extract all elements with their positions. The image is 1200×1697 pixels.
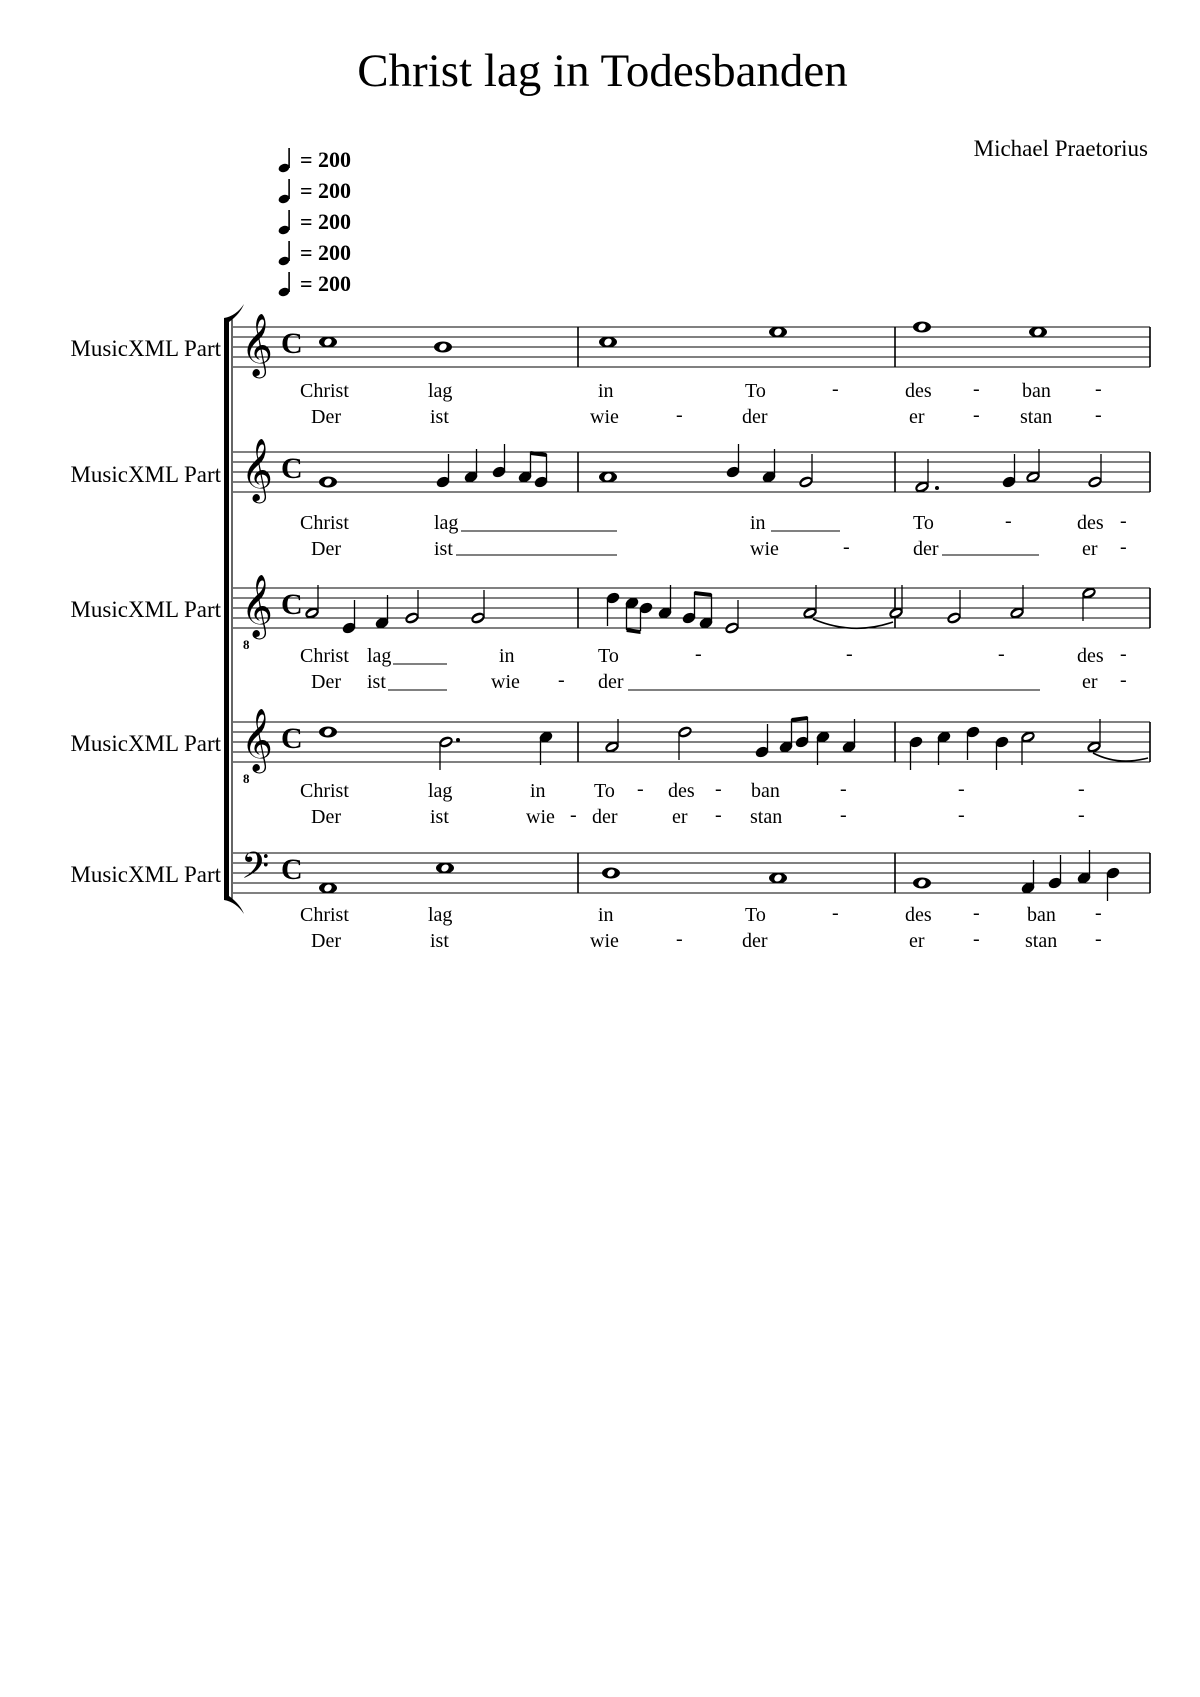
bass-clef-icon: 𝄢 bbox=[241, 845, 270, 896]
lyric-syllable: in bbox=[750, 512, 766, 534]
lyric-syllable: ist bbox=[430, 806, 449, 828]
svg-text:8: 8 bbox=[243, 637, 250, 652]
tempo-mark: = 200 bbox=[278, 208, 351, 236]
lyric-syllable: Der bbox=[311, 930, 341, 952]
lyric-syllable: er bbox=[1082, 671, 1098, 693]
treble-clef-icon: 𝄞 bbox=[241, 313, 273, 376]
lyric-hyphen: - bbox=[1095, 928, 1102, 950]
lyric-hyphen: - bbox=[676, 404, 683, 426]
lyric-hyphen: - bbox=[1120, 510, 1127, 532]
lyric-syllable: lag bbox=[428, 904, 453, 926]
staff-2 bbox=[233, 438, 1150, 504]
svg-text:C: C bbox=[281, 588, 303, 621]
lyric-hyphen: - bbox=[1095, 902, 1102, 924]
lyric-hyphen: - bbox=[998, 643, 1005, 665]
lyric-hyphen: - bbox=[973, 378, 980, 400]
lyric-extenders bbox=[388, 531, 1040, 690]
lyric-syllable: wie bbox=[491, 671, 520, 693]
lyric-syllable: lag bbox=[428, 780, 453, 802]
lyric-syllable: in bbox=[499, 645, 515, 667]
tie bbox=[1093, 753, 1148, 761]
tempo-mark: = 200 bbox=[278, 146, 351, 174]
lyric-syllable: er bbox=[672, 806, 688, 828]
svg-text:𝄞: 𝄞 bbox=[241, 574, 273, 637]
lyric-syllable: ban bbox=[1027, 904, 1056, 926]
lyric-syllable: des bbox=[905, 904, 932, 926]
svg-text:C: C bbox=[281, 722, 303, 755]
lyric-syllable: wie bbox=[750, 538, 779, 560]
lyric-hyphen: - bbox=[1120, 536, 1127, 558]
lyric-syllable: ban bbox=[1022, 380, 1051, 402]
lyric-syllable: Der bbox=[311, 806, 341, 828]
staff-3 bbox=[233, 574, 1150, 652]
lyric-hyphen: - bbox=[1078, 778, 1085, 800]
lyric-hyphen: - bbox=[1078, 804, 1085, 826]
lyric-syllable: To bbox=[594, 780, 615, 802]
staff-1 bbox=[233, 313, 1150, 379]
lyric-syllable: lag bbox=[428, 380, 453, 402]
staff-4 bbox=[233, 708, 1150, 786]
lyric-syllable: wie bbox=[526, 806, 555, 828]
lyric-hyphen: - bbox=[676, 928, 683, 950]
lyric-syllable: ban bbox=[751, 780, 780, 802]
lyric-hyphen: - bbox=[1005, 510, 1012, 532]
lyric-syllable: Christ bbox=[300, 904, 349, 926]
lyric-hyphen: - bbox=[715, 804, 722, 826]
lyric-syllable: des bbox=[668, 780, 695, 802]
lyric-syllable: der bbox=[742, 406, 768, 428]
lyric-syllable: er bbox=[909, 930, 925, 952]
lyric-syllable: in bbox=[530, 780, 546, 802]
lyric-syllable: stan bbox=[750, 806, 783, 828]
lyric-syllable: Christ bbox=[300, 645, 349, 667]
tie bbox=[813, 619, 893, 628]
lyric-syllable: lag bbox=[434, 512, 459, 534]
lyric-syllable: ist bbox=[434, 538, 453, 560]
lyric-hyphen: - bbox=[973, 928, 980, 950]
part-name: MusicXML Part bbox=[70, 731, 221, 756]
treble-clef-icon: 𝄞 bbox=[241, 438, 273, 501]
lyric-syllable: der bbox=[913, 538, 939, 560]
lyric-syllable: Der bbox=[311, 538, 341, 560]
tempo-mark: = 200 bbox=[278, 239, 351, 267]
lyric-syllable: wie bbox=[590, 406, 619, 428]
lyric-syllable: Der bbox=[311, 406, 341, 428]
lyric-syllable: stan bbox=[1025, 930, 1058, 952]
lyric-syllable: wie bbox=[590, 930, 619, 952]
lyric-syllable: ist bbox=[430, 406, 449, 428]
lyric-hyphen: - bbox=[973, 404, 980, 426]
lyric-hyphen: - bbox=[843, 536, 850, 558]
lyric-syllable: To bbox=[913, 512, 934, 534]
lyric-syllable: To bbox=[745, 380, 766, 402]
svg-text:C: C bbox=[281, 853, 303, 886]
lyric-syllable: der bbox=[742, 930, 768, 952]
composer-name: Michael Praetorius bbox=[973, 136, 1148, 161]
staff-5 bbox=[233, 845, 1150, 901]
part-name: MusicXML Part bbox=[70, 862, 221, 887]
lyric-hyphen: - bbox=[695, 643, 702, 665]
lyric-syllable: der bbox=[598, 671, 624, 693]
lyric-syllable: Christ bbox=[300, 512, 349, 534]
lyric-syllable: lag bbox=[367, 645, 392, 667]
lyric-hyphen: - bbox=[1120, 643, 1127, 665]
tempo-mark: = 200 bbox=[278, 270, 351, 298]
part-name: MusicXML Part bbox=[70, 597, 221, 622]
lyric-hyphen: - bbox=[1120, 669, 1127, 691]
lyric-syllable: Christ bbox=[300, 380, 349, 402]
svg-text:8: 8 bbox=[243, 771, 250, 786]
lyric-hyphen: - bbox=[637, 778, 644, 800]
lyric-hyphen: - bbox=[958, 778, 965, 800]
system-bracket bbox=[224, 318, 229, 900]
lyric-syllable: er bbox=[909, 406, 925, 428]
lyric-syllable: in bbox=[598, 904, 614, 926]
lyric-hyphen: - bbox=[832, 902, 839, 924]
lyric-syllable: To bbox=[745, 904, 766, 926]
lyric-syllable: Christ bbox=[300, 780, 349, 802]
lyric-hyphen: - bbox=[1095, 404, 1102, 426]
lyric-syllable: stan bbox=[1020, 406, 1053, 428]
tempo-mark: = 200 bbox=[278, 177, 351, 205]
lyric-syllable: Der bbox=[311, 671, 341, 693]
lyric-syllable: er bbox=[1082, 538, 1098, 560]
lyric-syllable: in bbox=[598, 380, 614, 402]
lyric-syllable: des bbox=[1077, 512, 1104, 534]
lyric-hyphen: - bbox=[715, 778, 722, 800]
svg-text:𝄞: 𝄞 bbox=[241, 708, 273, 771]
lyric-hyphen: - bbox=[973, 902, 980, 924]
lyric-syllable: des bbox=[905, 380, 932, 402]
common-time-icon: C bbox=[281, 327, 303, 360]
lyric-syllable: der bbox=[592, 806, 618, 828]
lyric-hyphen: - bbox=[840, 778, 847, 800]
lyric-syllable: des bbox=[1077, 645, 1104, 667]
lyric-syllable: ist bbox=[367, 671, 386, 693]
lyric-syllable: ist bbox=[430, 930, 449, 952]
lyric-hyphen: - bbox=[832, 378, 839, 400]
lyric-hyphen: - bbox=[840, 804, 847, 826]
lyric-hyphen: - bbox=[958, 804, 965, 826]
svg-text:C: C bbox=[281, 452, 303, 485]
lyric-hyphen: - bbox=[570, 804, 577, 826]
part-name: MusicXML Part bbox=[70, 336, 221, 361]
score-title: Christ lag in Todesbanden bbox=[357, 45, 848, 97]
lyric-hyphen: - bbox=[1095, 378, 1102, 400]
lyric-syllable: To bbox=[598, 645, 619, 667]
lyric-hyphen: - bbox=[558, 669, 565, 691]
lyric-hyphen: - bbox=[846, 643, 853, 665]
part-name: MusicXML Part bbox=[70, 462, 221, 487]
